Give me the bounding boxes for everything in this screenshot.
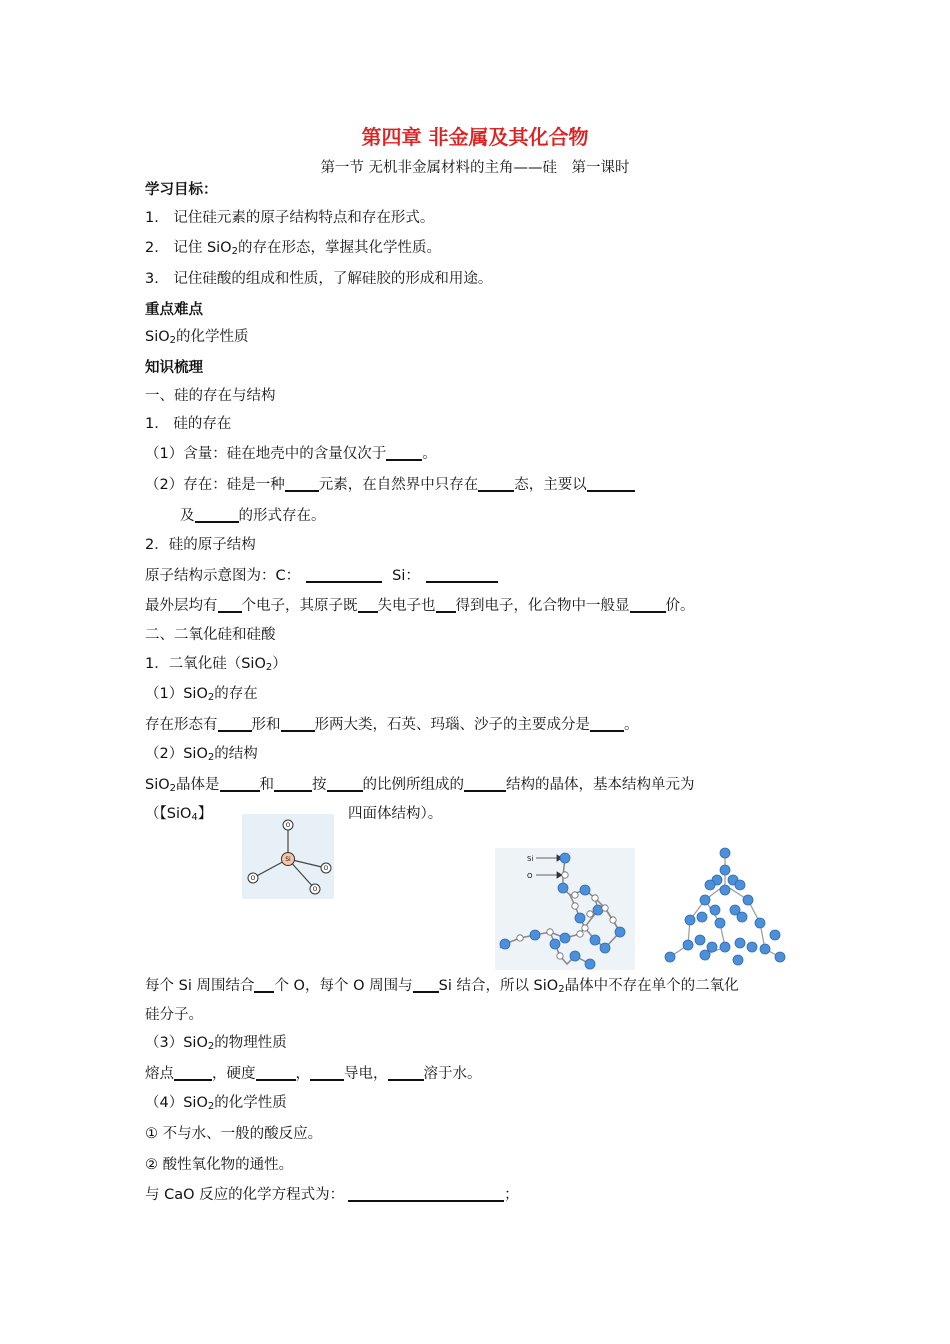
blank[interactable] [218, 596, 242, 613]
blank[interactable] [218, 715, 252, 732]
blank[interactable] [256, 1064, 296, 1081]
question-unit-open: （【SiO$_4$】 [145, 806, 213, 823]
question-coordination-cont: 硅分子。 [145, 1007, 203, 1023]
question-crystal: SiO$_2$晶体是 和 按 的比例所组成的 结构的晶体，基本结构单元为 [145, 777, 695, 794]
blank[interactable] [386, 444, 422, 461]
section-subtitle: 第一节 无机非金属材料的主角——硅 第一课时 [320, 160, 630, 176]
question-electrons: 最外层均有 个电子，其原子既 失电子也 得到电子，化合物中一般显 价。 [145, 598, 695, 614]
blank[interactable] [426, 566, 498, 583]
blank[interactable] [590, 715, 624, 732]
blank[interactable] [464, 775, 506, 792]
blank[interactable] [388, 1064, 424, 1081]
blank[interactable] [587, 475, 635, 492]
question-physical: 熔点 ，硬度 ， 导电， 溶于水。 [145, 1066, 482, 1082]
question-coordination: 每个 Si 周围结合 个 O，每个 O 周围与 Si 结合，所以 SiO$_2$晶体中不存在单个的二氧化 [145, 978, 739, 995]
o-label: O [250, 875, 256, 882]
section-2-1-heading: 1．二氧化硅（SiO$_2$） [145, 656, 287, 673]
blank[interactable] [310, 1064, 344, 1081]
o-label: O [312, 886, 318, 893]
key-heading: 重点难点 [145, 302, 203, 318]
blank[interactable] [174, 1064, 212, 1081]
question-existence: （2）存在：硅是一种 元素，在自然界中只存在 态，主要以 [145, 475, 635, 495]
figure-background [495, 848, 635, 970]
blank[interactable] [348, 1185, 504, 1202]
blank[interactable] [281, 715, 315, 732]
blank[interactable] [306, 566, 382, 583]
subsection-3: （3）SiO$_2$的物理性质 [145, 1035, 287, 1052]
key-text: SiO$_2$的化学性质 [145, 329, 249, 346]
blank[interactable] [195, 506, 239, 523]
section-2-heading: 二、二氧化硅和硅酸 [145, 627, 276, 643]
chapter-title: 第四章 非金属及其化合物 [361, 125, 589, 149]
chemical-property-2: ② 酸性氧化物的通性。 [145, 1157, 294, 1173]
section-1-2-heading: 2．硅的原子结构 [145, 537, 256, 553]
blank[interactable] [327, 775, 363, 792]
question-unit-close: 四面体结构）。 [348, 806, 443, 822]
blank[interactable] [274, 775, 312, 792]
question-forms: 存在形态有 形和 形两大类，石英、玛瑙、沙子的主要成分是 。 [145, 717, 639, 733]
blank[interactable] [254, 976, 274, 993]
o-label: O [285, 822, 291, 829]
chemical-property-1: ① 不与水、一般的酸反应。 [145, 1126, 323, 1142]
question-content: （1）含量：硅在地壳中的含量仅次于 。 [145, 446, 437, 462]
sio2-network-figure [495, 848, 635, 970]
goal-3: 3. 记住硅酸的组成和性质，了解硅胶的形成和用途。 [145, 271, 493, 287]
section-1-heading: 一、硅的存在与结构 [145, 388, 276, 404]
subsection-4: （4）SiO$_2$的化学性质 [145, 1095, 287, 1112]
section-1-1-heading: 1. 硅的存在 [145, 416, 232, 432]
goal-2: 2. 记住 SiO$_2$的存在形态，掌握其化学性质。 [145, 240, 441, 257]
blank[interactable] [478, 475, 514, 492]
subsection-1: （1）SiO$_2$的存在 [145, 686, 258, 703]
blank[interactable] [220, 775, 260, 792]
question-cao-equation: 与 CaO 反应的化学方程式为： ； [145, 1187, 519, 1203]
si-label: Si [285, 856, 291, 863]
question-existence-cont: 及 的形式存在。 [180, 508, 326, 524]
review-heading: 知识梳理 [145, 360, 203, 376]
blank[interactable] [413, 976, 439, 993]
subsection-2: （2）SiO$_2$的结构 [145, 746, 258, 763]
lattice-stack-figure [660, 845, 790, 970]
si-legend-label: Si [527, 855, 534, 863]
o-legend-label: O [527, 872, 533, 880]
blank[interactable] [436, 596, 456, 613]
o-label: O [323, 865, 329, 872]
sio4-tetrahedron-figure [242, 814, 334, 899]
blank[interactable] [358, 596, 378, 613]
goals-heading: 学习目标： [145, 182, 218, 198]
blank[interactable] [285, 475, 319, 492]
goal-1: 1. 记住硅元素的原子结构特点和存在形式。 [145, 210, 435, 226]
blank[interactable] [630, 596, 666, 613]
question-structure-diagram: 原子结构示意图为：C： Si： [145, 566, 498, 586]
